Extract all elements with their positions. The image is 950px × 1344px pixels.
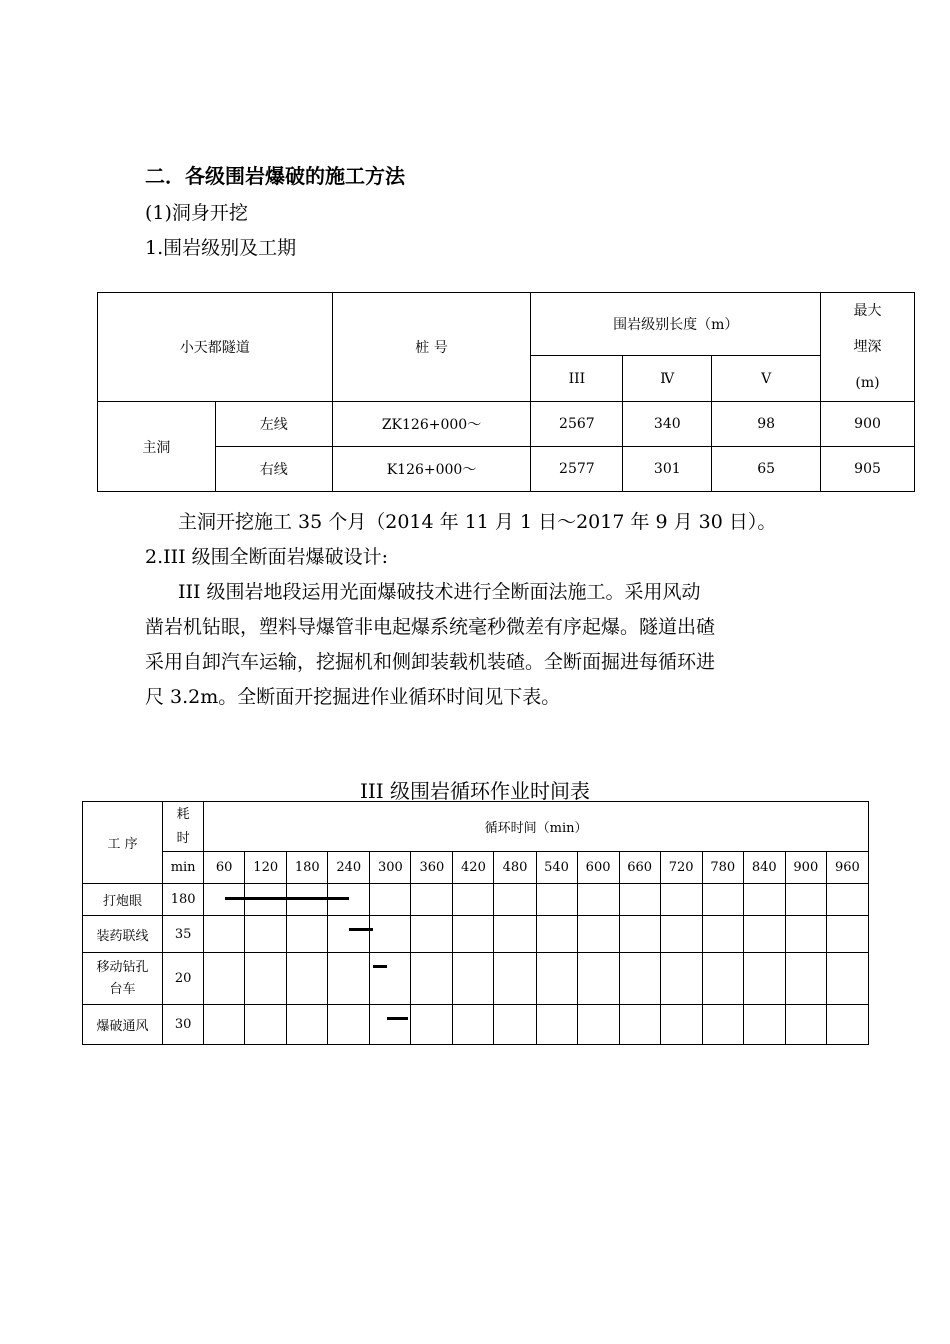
grade-4-header: Ⅳ — [623, 356, 712, 402]
table-row — [98, 402, 915, 447]
time-header: 耗 时 — [163, 802, 204, 852]
grade-3-value: 2577 — [531, 447, 623, 492]
gantt-bar — [387, 1017, 408, 1020]
tick-label: 840 — [743, 852, 785, 884]
tick-label: 660 — [619, 852, 660, 884]
gantt-bar — [373, 965, 387, 968]
unit-label: min — [163, 852, 204, 884]
design-paragraph — [145, 575, 825, 715]
paragraph-line: III 级围岩地段运用光面爆破技术进行全断面法施工。采用风动 — [178, 581, 701, 603]
tick-label: 960 — [826, 852, 868, 884]
gantt-bar — [349, 928, 373, 931]
schedule-text: 主洞开挖施工 35 个月（2014 年 11 月 1 日～2017 年 9 月 30 日）。 — [178, 511, 777, 533]
tick-label: 180 — [287, 852, 328, 884]
process-name: 装药联线 — [83, 916, 163, 953]
table-row — [83, 884, 869, 916]
tick-label: 300 — [370, 852, 411, 884]
tick-label: 420 — [453, 852, 494, 884]
station-header: 桩 号 — [332, 293, 531, 402]
item-1-heading: 1.围岩级别及工期 — [145, 237, 297, 259]
section-heading: 二．各级围岩爆破的施工方法 — [145, 164, 405, 188]
grade-5-value: 98 — [712, 402, 821, 447]
table-row — [83, 953, 869, 1005]
paragraph-line: 采用自卸汽车运输，挖掘机和侧卸装载机装碴。全断面掘进每循环进 — [145, 651, 716, 673]
sub-heading: (1)洞身开挖 — [145, 202, 248, 224]
rock-grade-table — [97, 292, 915, 492]
station-value: ZK126+000～ — [332, 402, 531, 447]
paragraph-line: 尺 3.2m。全断面开挖掘进作业循环时间见下表。 — [145, 686, 561, 708]
table-caption: III 级围岩循环作业时间表 — [359, 779, 591, 803]
tick-label: 360 — [411, 852, 453, 884]
depth-value: 900 — [821, 402, 915, 447]
main-hole-label: 主洞 — [98, 402, 216, 492]
cycle-time-table — [82, 801, 869, 1045]
paragraph-line: 凿岩机钻眼，塑料导爆管非电起爆系统毫秒微差有序起爆。隧道出碴 — [145, 616, 716, 638]
station-value: K126+000～ — [332, 447, 531, 492]
tick-label: 780 — [702, 852, 743, 884]
tick-label: 900 — [785, 852, 826, 884]
process-name: 移动钻孔 台车 — [83, 953, 163, 1005]
process-minutes: 35 — [163, 916, 204, 953]
process-name: 打炮眼 — [83, 884, 163, 916]
table-row — [98, 447, 915, 492]
grade-3-value: 2567 — [531, 402, 623, 447]
gantt-bar — [225, 897, 350, 900]
cycle-header: 循环时间（min） — [204, 802, 869, 852]
item-2-heading: 2.III 级围全断面岩爆破设计: — [145, 546, 389, 568]
tick-label: 720 — [660, 852, 702, 884]
process-minutes: 30 — [163, 1005, 204, 1045]
line-label: 右线 — [215, 447, 332, 492]
process-name: 爆破通风 — [83, 1005, 163, 1045]
process-minutes: 20 — [163, 953, 204, 1005]
grade-3-header: III — [531, 356, 623, 402]
grade-4-value: 340 — [623, 402, 712, 447]
tick-label: 60 — [204, 852, 245, 884]
grade-5-value: 65 — [712, 447, 821, 492]
process-header: 工 序 — [83, 802, 163, 884]
depth-header: 最大 埋深 (m) — [821, 293, 915, 402]
process-minutes: 180 — [163, 884, 204, 916]
length-header: 围岩级别长度（m） — [531, 293, 821, 356]
tick-label: 480 — [494, 852, 536, 884]
depth-value: 905 — [821, 447, 915, 492]
tunnel-name: 小天都隧道 — [98, 293, 333, 402]
tick-label: 240 — [328, 852, 370, 884]
table-row — [83, 1005, 869, 1045]
tick-label: 540 — [536, 852, 577, 884]
grade-5-header: Ⅴ — [712, 356, 821, 402]
table-row — [83, 916, 869, 953]
tick-label: 120 — [245, 852, 287, 884]
tick-label: 600 — [577, 852, 619, 884]
line-label: 左线 — [215, 402, 332, 447]
grade-4-value: 301 — [623, 447, 712, 492]
